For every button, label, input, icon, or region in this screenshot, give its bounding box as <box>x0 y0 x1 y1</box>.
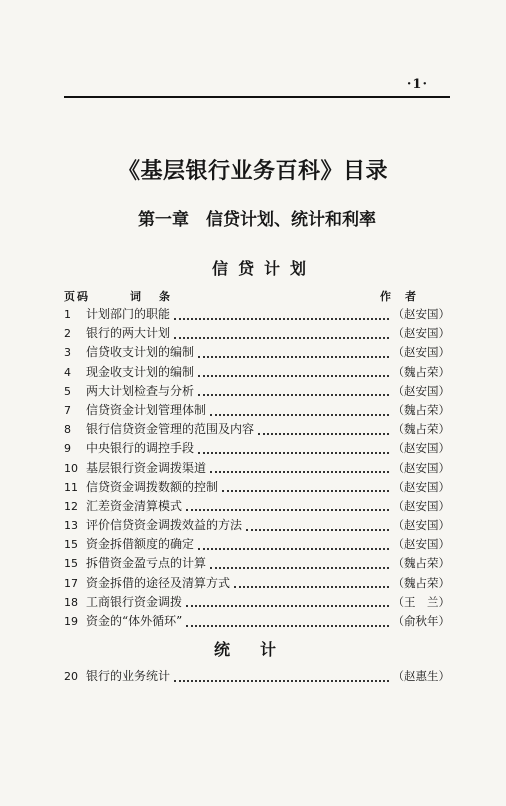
toc-entry-author: （魏占荣） <box>392 556 450 571</box>
toc-entry <box>64 478 450 497</box>
toc-entry-title: 资金拆借额度的确定 <box>86 537 195 552</box>
toc-entry-title: 评价信贷资金调拨效益的方法 <box>86 518 243 533</box>
toc-entry-page: 8 <box>64 423 71 437</box>
toc-entry-author: （赵惠生） <box>392 669 450 683</box>
toc-entry-page: 20 <box>64 670 78 683</box>
toc-entry-author: （王 兰） <box>392 594 450 609</box>
toc-entry-author: （赵安国） <box>392 345 450 360</box>
dot-leader <box>198 390 388 396</box>
toc-entry-author: （赵安国） <box>392 326 450 341</box>
toc-entry-title: 资金的“体外循环” <box>86 614 183 628</box>
toc-entry-title: 工商银行资金调拨 <box>86 594 183 609</box>
toc-entry-title: 汇差资金清算模式 <box>86 498 183 513</box>
toc-entry-author: （赵安国） <box>392 537 450 552</box>
dot-leader <box>186 621 388 627</box>
toc-entry <box>64 459 450 478</box>
column-header-page: 页码 <box>64 290 90 303</box>
toc-entry <box>64 516 450 535</box>
dot-leader <box>246 525 388 531</box>
dot-leader <box>198 352 388 358</box>
dot-leader <box>174 676 388 682</box>
toc-entry-author: （赵安国） <box>392 518 450 533</box>
chapter-title: 第一章 信贷计划、统计和利率 <box>138 210 376 230</box>
toc-entry-title: 拆借资金盈亏点的计算 <box>86 556 207 571</box>
dot-leader <box>174 333 388 339</box>
toc-entry-page: 17 <box>64 576 78 590</box>
toc-entry-title: 现金收支计划的编制 <box>86 364 195 379</box>
toc-entry <box>64 554 450 573</box>
toc-entry-title: 银行的两大计划 <box>86 326 171 341</box>
toc-entry-author: （赵安国） <box>392 383 450 398</box>
toc-entry-title: 资金拆借的途径及清算方式 <box>86 575 231 590</box>
toc-entry-title: 信贷收支计划的编制 <box>86 345 195 360</box>
toc-list-credit-plan <box>64 305 450 631</box>
toc-entry <box>64 497 450 516</box>
dot-leader <box>258 429 388 435</box>
toc-entry <box>64 305 450 324</box>
toc-entry <box>64 401 450 420</box>
toc-entry-title: 银行的业务统计 <box>86 669 171 683</box>
dot-leader <box>186 601 388 607</box>
toc-entry-page: 15 <box>64 538 78 552</box>
toc-entry <box>64 363 450 382</box>
toc-entry <box>64 343 450 362</box>
section-title-credit-plan: 信贷计划 <box>211 259 316 278</box>
dot-leader <box>222 486 388 492</box>
toc-entry-title: 两大计划检查与分析 <box>86 383 195 398</box>
toc-entry-page: 19 <box>64 615 78 628</box>
dot-leader <box>210 563 388 569</box>
toc-entry-page: 18 <box>64 595 78 609</box>
page-number: ·1· <box>406 77 428 92</box>
toc-entry <box>64 324 450 343</box>
toc-entry-author: （赵安国） <box>392 441 450 456</box>
toc-entry-page: 15 <box>64 557 78 571</box>
toc-entry-page: 13 <box>64 519 78 533</box>
toc-entry-page: 2 <box>64 327 71 341</box>
column-header-author: 作者 <box>380 290 430 303</box>
toc-entry-author: （魏占荣） <box>392 402 450 417</box>
toc-entry <box>64 593 450 612</box>
toc-entry-page: 10 <box>64 461 78 475</box>
toc-entry-page: 5 <box>64 384 71 398</box>
toc-entry-author: （赵安国） <box>392 460 450 475</box>
toc-entry-title: 信贷资金计划管理体制 <box>86 402 207 417</box>
dot-leader <box>198 544 388 550</box>
toc-entry <box>64 382 450 401</box>
toc-entry <box>64 535 450 554</box>
toc-entry-author: （赵安国） <box>392 307 450 321</box>
column-header-entry: 词条 <box>130 290 188 303</box>
toc-entry-author: （赵安国） <box>392 479 450 494</box>
toc-entry-title: 中央银行的调控手段 <box>86 441 195 456</box>
toc-entry <box>64 574 450 593</box>
dot-leader <box>234 582 388 588</box>
toc-entry-title: 基层银行资金调拨渠道 <box>86 460 207 475</box>
dot-leader <box>210 467 388 473</box>
toc-entry <box>64 439 450 458</box>
dot-leader <box>198 448 388 454</box>
toc-entry-author: （魏占荣） <box>392 575 450 590</box>
toc-entry-page: 12 <box>64 499 78 513</box>
toc-entry-title: 计划部门的职能 <box>86 307 171 321</box>
toc-entry-author: （魏占荣） <box>392 422 450 437</box>
dot-leader <box>186 505 388 511</box>
toc-entry-page: 1 <box>64 308 71 321</box>
book-title: 《基层银行业务百科》目录 <box>117 159 388 184</box>
toc-entry-title: 信贷资金调拨数额的控制 <box>86 479 219 494</box>
toc-entry-title: 银行信贷资金管理的范围及内容 <box>86 422 255 437</box>
dot-leader <box>174 314 388 320</box>
toc-entry <box>64 667 450 687</box>
toc-entry-page: 11 <box>64 480 78 494</box>
dot-leader <box>210 410 388 416</box>
toc-entry-author: （俞秋年） <box>392 614 450 628</box>
toc-list-statistics <box>64 667 450 687</box>
toc-entry <box>64 420 450 439</box>
toc-column-header <box>64 288 450 304</box>
toc-entry-page: 4 <box>64 365 71 379</box>
toc-entry-page: 7 <box>64 403 71 417</box>
toc-entry <box>64 612 450 631</box>
header-rule <box>64 96 450 98</box>
toc-entry-author: （魏占荣） <box>392 364 450 379</box>
toc-entry-page: 3 <box>64 346 71 360</box>
toc-entry-page: 9 <box>64 442 71 456</box>
section-title-statistics: 统计 <box>213 640 306 659</box>
dot-leader <box>198 371 388 377</box>
toc-entry-author: （赵安国） <box>392 498 450 513</box>
